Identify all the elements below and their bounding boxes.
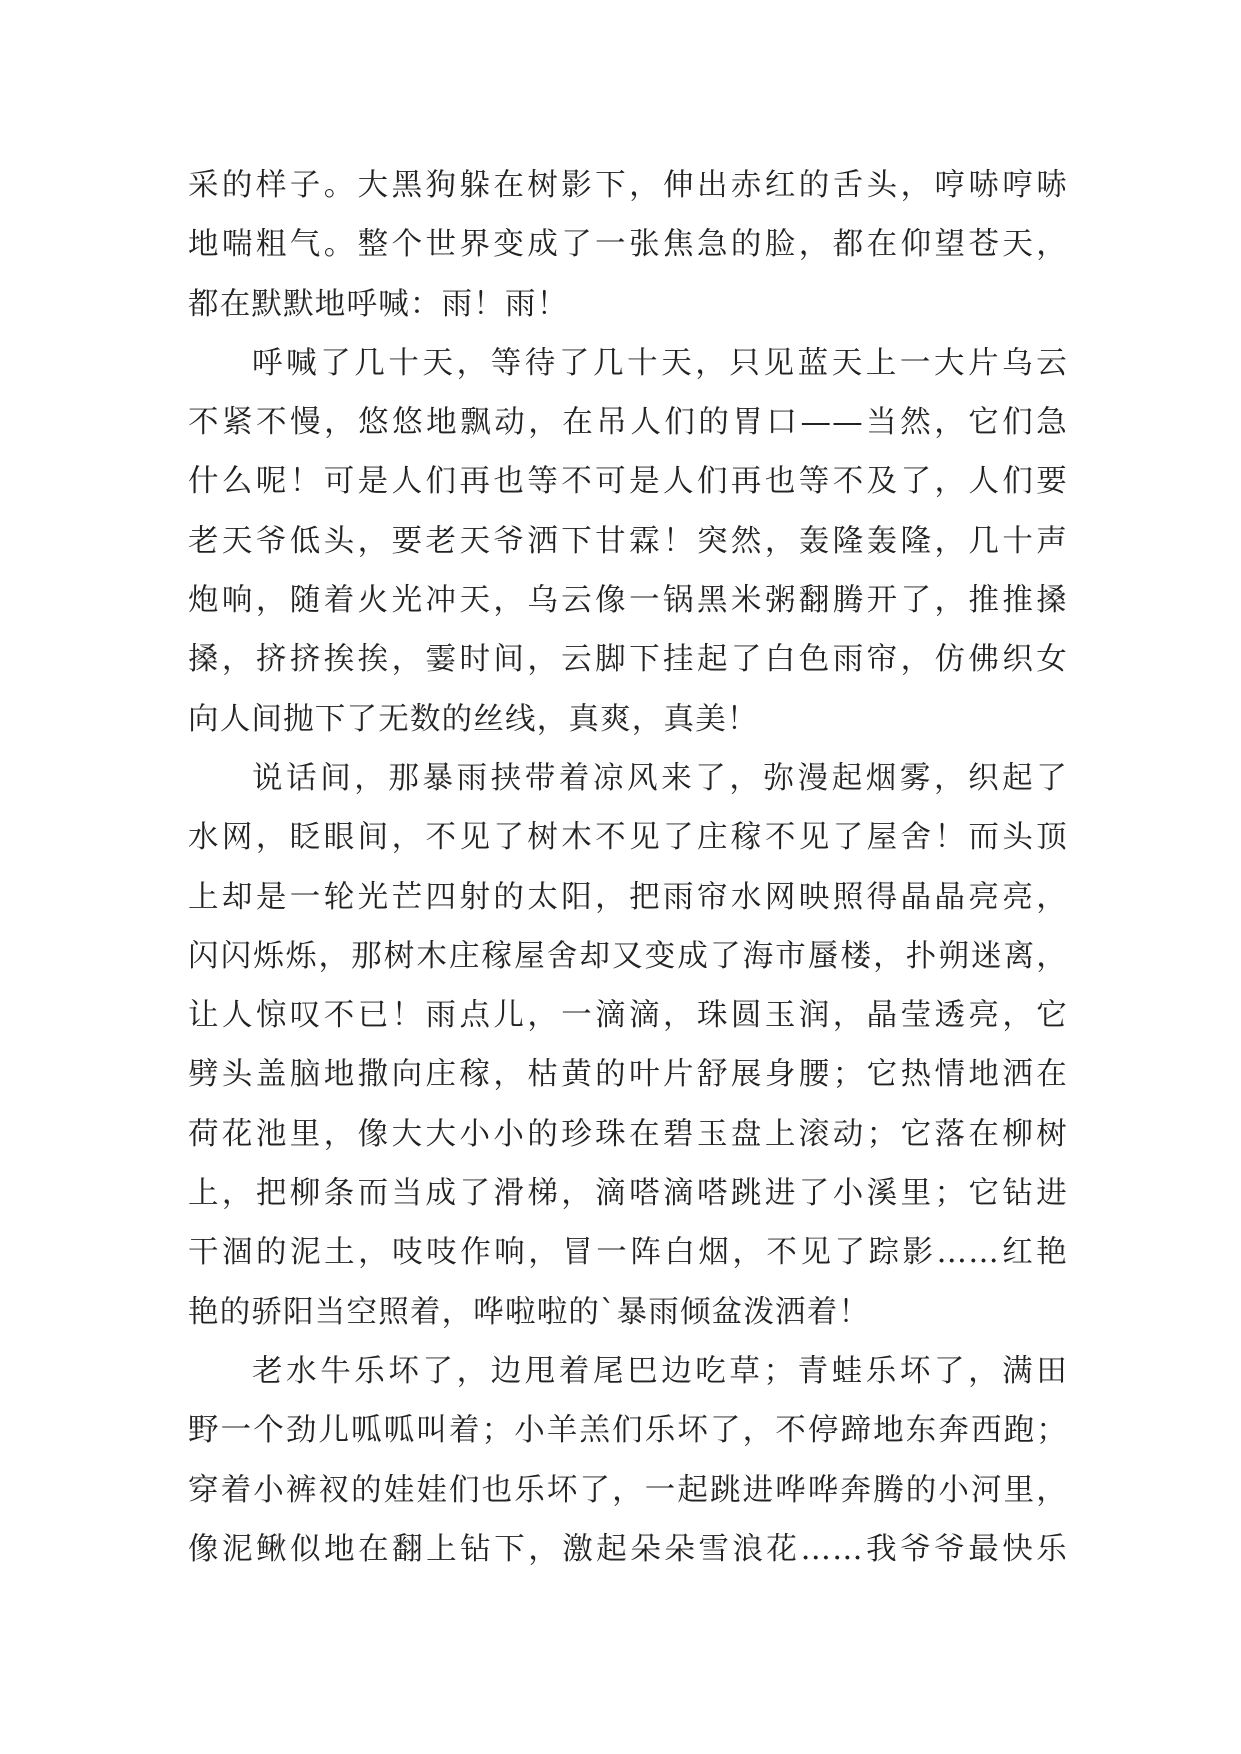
text-line: 劈头盖脑地撒向庄稼，枯黄的叶片舒展身腰；它热情地洒在 <box>188 1057 1068 1093</box>
text-line: 荷花池里，像大大小小的珍珠在碧玉盘上滚动；它落在柳树 <box>188 1116 1068 1152</box>
text-line: 都在默默地呼喊：雨！雨！ <box>188 286 569 322</box>
text-line: 老水牛乐坏了，边甩着尾巴边吃草；青蛙乐坏了，满田 <box>252 1353 1068 1389</box>
text-line: 向人间抛下了无数的丝线，真爽，真美！ <box>188 701 759 737</box>
text-line: 水网，眨眼间，不见了树木不见了庄稼不见了屋舍！而头顶 <box>188 820 1068 856</box>
paragraph-2 <box>188 334 1068 749</box>
text-line: 什么呢！可是人们再也等不可是人们再也等不及了，人们要 <box>188 464 1068 500</box>
text-line: 干涸的泥土，吱吱作响，冒一阵白烟，不见了踪影……红艳 <box>188 1235 1068 1271</box>
text-line: 像泥鳅似地在翻上钻下，激起朵朵雪浪花……我爷爷最快乐 <box>188 1531 1068 1567</box>
paragraph-3 <box>188 749 1068 1342</box>
text-line: 上却是一轮光芒四射的太阳，把雨帘水网映照得晶晶亮亮， <box>188 879 1068 915</box>
text-line: 不紧不慢，悠悠地飘动，在吊人们的胃口——当然，它们急 <box>188 405 1068 441</box>
text-line: 呼喊了几十天，等待了几十天，只见蓝天上一大片乌云 <box>252 345 1068 381</box>
text-line: 让人惊叹不已！雨点儿，一滴滴，珠圆玉润，晶莹透亮，它 <box>188 998 1068 1034</box>
body-text <box>188 156 1068 1579</box>
text-line: 穿着小裤衩的娃娃们也乐坏了，一起跳进哗哗奔腾的小河里， <box>188 1472 1068 1508</box>
text-line: 地喘粗气。整个世界变成了一张焦急的脸，都在仰望苍天， <box>188 227 1068 263</box>
text-line: 上，把柳条而当成了滑梯，滴嗒滴嗒跳进了小溪里；它钻进 <box>188 1176 1068 1212</box>
paragraph-1 <box>188 156 1068 334</box>
text-line: 搡，挤挤挨挨，霎时间，云脚下挂起了白色雨帘，仿佛织女 <box>188 642 1068 678</box>
text-line: 艳的骄阳当空照着，哗啦啦的`暴雨倾盆泼洒着！ <box>188 1294 871 1330</box>
text-line: 炮响，随着火光冲天，乌云像一锅黑米粥翻腾开了，推推搡 <box>188 583 1068 619</box>
text-line: 老天爷低头，要老天爷洒下甘霖！突然，轰隆轰隆，几十声 <box>188 523 1068 559</box>
text-line: 采的样子。大黑狗躲在树影下，伸出赤红的舌头，哼哧哼哧 <box>188 168 1068 203</box>
text-line: 野一个劲儿呱呱叫着；小羊羔们乐坏了，不停蹄地东奔西跑； <box>188 1413 1068 1449</box>
text-line: 闪闪烁烁，那树木庄稼屋舍却又变成了海市蜃楼，扑朔迷离， <box>188 938 1068 974</box>
paragraph-4 <box>188 1342 1068 1579</box>
text-line: 说话间，那暴雨挟带着凉风来了，弥漫起烟雾，织起了 <box>252 760 1068 796</box>
